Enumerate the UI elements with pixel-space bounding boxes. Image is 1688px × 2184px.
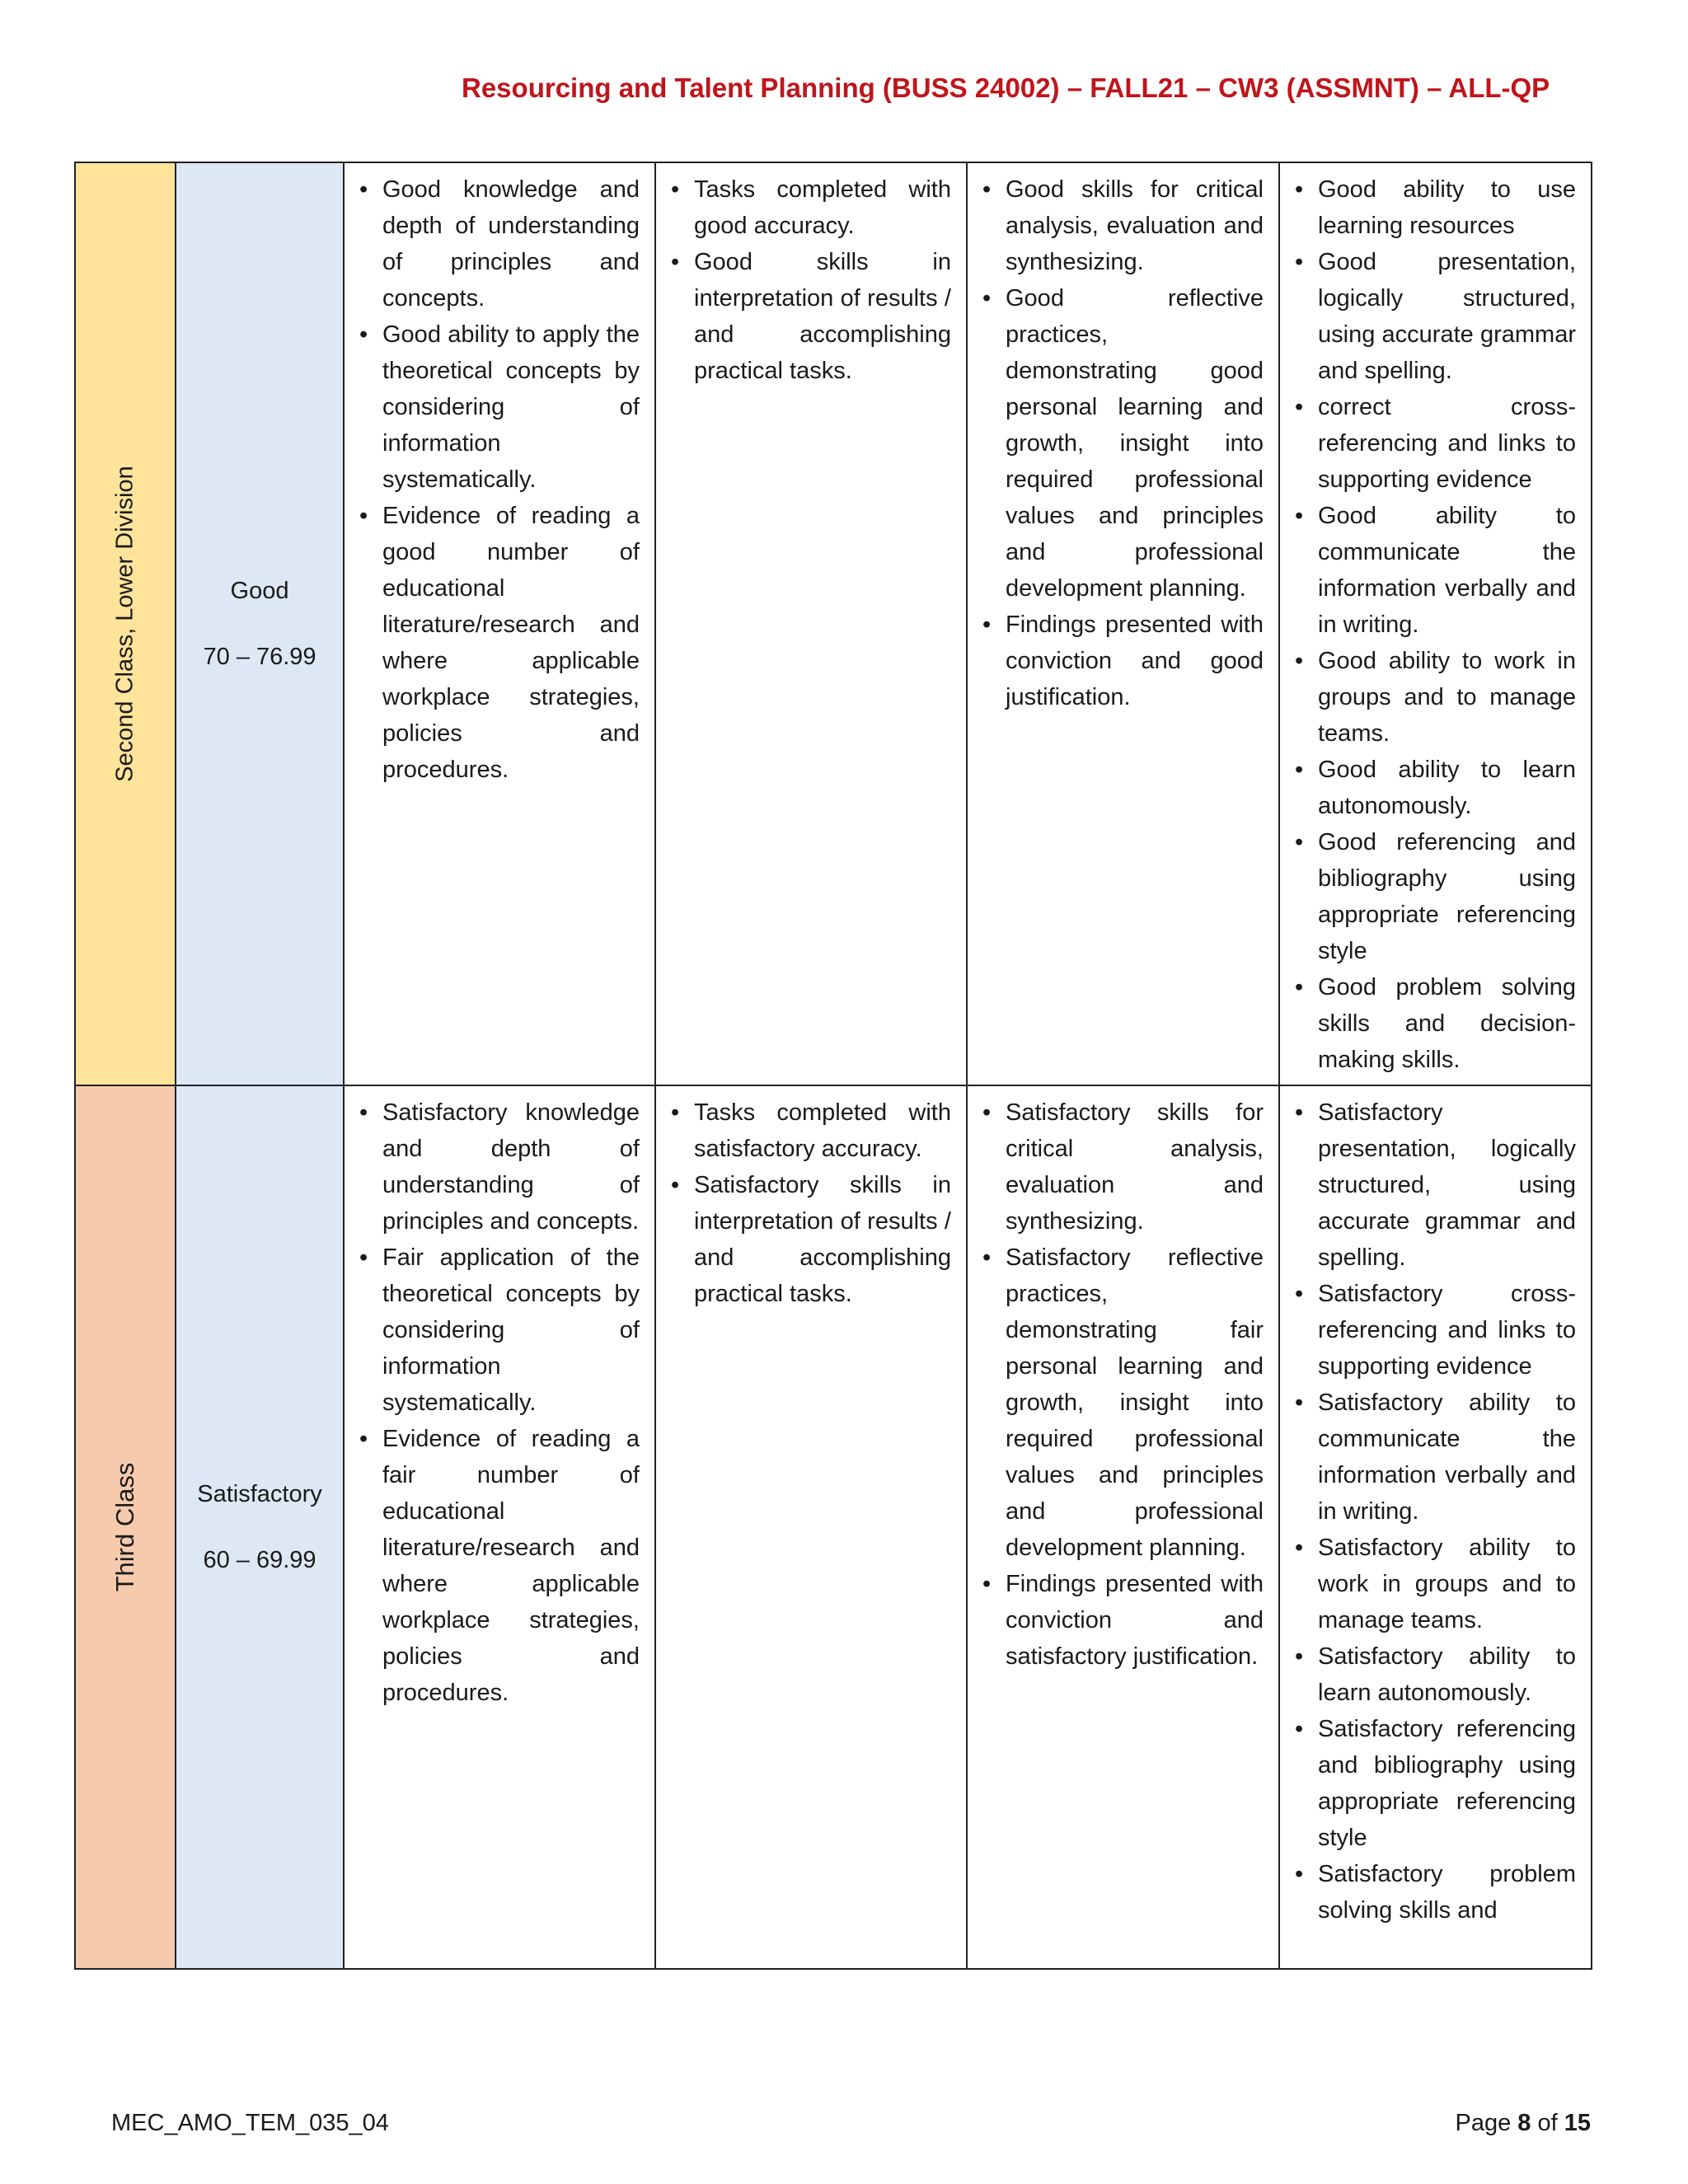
bullet-icon: • xyxy=(1295,394,1304,420)
bullet-icon: • xyxy=(671,176,680,203)
criteria-cell xyxy=(344,162,655,1085)
bullet-icon: • xyxy=(1295,1535,1304,1561)
degree-class-label: Second Class, Lower Division xyxy=(111,466,138,782)
criteria-item xyxy=(1295,1530,1576,1638)
criteria-item xyxy=(1295,969,1576,1078)
criteria-text: Good ability to apply the theoretical concepts by considering of information systematically. xyxy=(382,321,640,493)
criteria-text: Good ability to communicate the information verbally and in writing. xyxy=(1318,503,1576,638)
footer-document-code: MEC_AMO_TEM_035_04 xyxy=(111,2110,389,2136)
criteria-text: Satisfactory presentation, logically structured, using accurate grammar and spelling. xyxy=(1318,1099,1576,1271)
criteria-item xyxy=(982,1240,1264,1566)
criteria-item xyxy=(359,171,640,316)
bullet-icon: • xyxy=(359,1244,368,1271)
criteria-item xyxy=(982,280,1264,607)
criteria-item xyxy=(1295,824,1576,969)
criteria-cell xyxy=(655,1085,967,1969)
bullet-icon: • xyxy=(1295,1716,1304,1742)
criteria-item xyxy=(671,1094,951,1167)
criteria-text: Good ability to use learning resources xyxy=(1318,176,1576,239)
criteria-text: Evidence of reading a fair number of educational literature/research and where applicable workplace strategies, policies and procedures. xyxy=(382,1426,640,1706)
bullet-icon: • xyxy=(982,1244,992,1271)
bullet-icon: • xyxy=(359,503,368,529)
criteria-text: Tasks completed with good accuracy. xyxy=(694,176,951,239)
criteria-item xyxy=(982,1094,1264,1240)
page-word: Page xyxy=(1455,2110,1512,2136)
bullet-icon: • xyxy=(1295,249,1304,275)
criteria-item xyxy=(359,1094,640,1240)
document-header-title: Resourcing and Talent Planning (BUSS 24002) – FALL21 – CW3 (ASSMNT) – ALL-QP xyxy=(462,73,1550,103)
criteria-list xyxy=(656,163,966,389)
degree-class-label: Third Class xyxy=(110,1462,139,1592)
criteria-text: Good reflective practices, demonstrating good personal learning and growth, insight into required professional values and principles and professional development planning. xyxy=(1006,285,1264,602)
bullet-icon: • xyxy=(671,249,680,275)
criteria-text: Satisfactory ability to work in groups and to manage teams. xyxy=(1318,1535,1576,1633)
bullet-icon: • xyxy=(1295,1281,1304,1307)
criteria-cell xyxy=(1279,162,1592,1085)
criteria-list xyxy=(1280,1086,1591,1929)
criteria-text: Satisfactory cross-referencing and links to supporting evidence xyxy=(1318,1281,1576,1380)
grade-range: 70 – 76.99 xyxy=(203,644,316,670)
criteria-text: Findings presented with conviction and good justification. xyxy=(1006,612,1264,710)
bullet-icon: • xyxy=(671,1099,680,1126)
criteria-text: Evidence of reading a good number of educational literature/research and where applicable workplace strategies, policies and procedures. xyxy=(382,503,640,783)
criteria-item xyxy=(1295,643,1576,752)
criteria-text: Good ability to work in groups and to manage teams. xyxy=(1318,648,1576,747)
criteria-item xyxy=(359,316,640,498)
criteria-list xyxy=(1280,163,1591,1078)
criteria-list xyxy=(345,1086,654,1711)
criteria-item xyxy=(1295,752,1576,824)
bullet-icon: • xyxy=(1295,176,1304,203)
bullet-icon: • xyxy=(1295,974,1304,1001)
criteria-text: Satisfactory reflective practices, demonstrating fair personal learning and growth, insight into required professional values and principles and professional development planning. xyxy=(1006,1244,1264,1561)
bullet-icon: • xyxy=(359,321,368,348)
criteria-cell xyxy=(967,162,1279,1085)
criteria-list xyxy=(656,1086,966,1312)
bullet-icon: • xyxy=(1295,1390,1304,1416)
bullet-icon: • xyxy=(671,1172,680,1198)
page-of-word: of xyxy=(1537,2110,1558,2136)
degree-class-cell xyxy=(75,1085,176,1969)
degree-class-cell xyxy=(75,162,176,1085)
criteria-item xyxy=(359,498,640,788)
bullet-icon: • xyxy=(359,176,368,203)
bullet-icon: • xyxy=(982,612,992,638)
criteria-item xyxy=(1295,1711,1576,1856)
grade-band-cell xyxy=(176,1085,344,1969)
footer-page-number xyxy=(1455,2110,1591,2137)
criteria-text: Satisfactory problem solving skills and xyxy=(1318,1861,1576,1924)
criteria-text: Good knowledge and depth of understanding of principles and concepts. xyxy=(382,176,640,312)
criteria-item xyxy=(1295,1385,1576,1530)
bullet-icon: • xyxy=(359,1099,368,1126)
criteria-item xyxy=(1295,498,1576,643)
bullet-icon: • xyxy=(982,176,992,203)
grade-name: Satisfactory xyxy=(197,1481,322,1507)
criteria-item xyxy=(671,244,951,389)
criteria-text: Satisfactory referencing and bibliography using appropriate referencing style xyxy=(1318,1716,1576,1851)
bullet-icon: • xyxy=(1295,1861,1304,1887)
criteria-list xyxy=(345,163,654,788)
criteria-cell xyxy=(655,162,967,1085)
criteria-text: Good referencing and bibliography using appropriate referencing style xyxy=(1318,829,1576,964)
criteria-text: Satisfactory knowledge and depth of understanding of principles and concepts. xyxy=(382,1099,640,1235)
bullet-icon: • xyxy=(1295,503,1304,529)
grade-name: Good xyxy=(230,578,289,604)
criteria-text: Fair application of the theoretical concepts by considering of information systematically. xyxy=(382,1244,640,1416)
bullet-icon: • xyxy=(982,285,992,312)
criteria-text: Good presentation, logically structured, using accurate grammar and spelling. xyxy=(1318,249,1576,384)
criteria-item xyxy=(359,1421,640,1711)
bullet-icon: • xyxy=(1295,1643,1304,1670)
criteria-text: Good problem solving skills and decision-making skills. xyxy=(1318,974,1576,1073)
criteria-text: Good skills in interpretation of results / and accomplishing practical tasks. xyxy=(694,249,951,384)
criteria-text: Good skills for critical analysis, evaluation and synthesizing. xyxy=(1006,176,1264,275)
criteria-item xyxy=(1295,1856,1576,1929)
criteria-item xyxy=(1295,1094,1576,1276)
criteria-item xyxy=(671,1167,951,1312)
criteria-list xyxy=(968,163,1278,715)
criteria-text: Satisfactory ability to communicate the information verbally and in writing. xyxy=(1318,1390,1576,1525)
bullet-icon: • xyxy=(982,1099,992,1126)
criteria-cell xyxy=(1279,1085,1592,1969)
criteria-text: Satisfactory skills for critical analysis, evaluation and synthesizing. xyxy=(1006,1099,1264,1235)
grade-range: 60 – 69.99 xyxy=(203,1547,316,1573)
bullet-icon: • xyxy=(982,1571,992,1597)
bullet-icon: • xyxy=(1295,757,1304,783)
rubric-row xyxy=(75,1085,1592,1969)
grade-band-cell xyxy=(176,162,344,1085)
criteria-text: Findings presented with conviction and satisfactory justification. xyxy=(1006,1571,1264,1670)
page-current: 8 xyxy=(1517,2110,1531,2136)
rubric-row xyxy=(75,162,1592,1085)
criteria-text: Satisfactory skills in interpretation of results / and accomplishing practical tasks. xyxy=(694,1172,951,1307)
bullet-icon: • xyxy=(359,1426,368,1452)
criteria-list xyxy=(968,1086,1278,1675)
criteria-item xyxy=(1295,389,1576,498)
page-total: 15 xyxy=(1564,2110,1591,2136)
criteria-item xyxy=(982,171,1264,280)
criteria-item xyxy=(1295,244,1576,389)
criteria-item xyxy=(982,607,1264,715)
bullet-icon: • xyxy=(1295,1099,1304,1126)
criteria-text: correct cross-referencing and links to supporting evidence xyxy=(1318,394,1576,493)
criteria-text: Tasks completed with satisfactory accuracy. xyxy=(694,1099,951,1162)
criteria-item xyxy=(671,171,951,244)
criteria-item xyxy=(982,1566,1264,1675)
criteria-item xyxy=(1295,1276,1576,1385)
bullet-icon: • xyxy=(1295,648,1304,674)
criteria-item xyxy=(1295,1638,1576,1711)
grading-rubric-table xyxy=(74,162,1592,1970)
criteria-cell xyxy=(344,1085,655,1969)
criteria-cell xyxy=(967,1085,1279,1969)
criteria-item xyxy=(1295,171,1576,244)
criteria-text: Good ability to learn autonomously. xyxy=(1318,757,1576,819)
criteria-item xyxy=(359,1240,640,1421)
criteria-text: Satisfactory ability to learn autonomously. xyxy=(1318,1643,1576,1706)
bullet-icon: • xyxy=(1295,829,1304,855)
